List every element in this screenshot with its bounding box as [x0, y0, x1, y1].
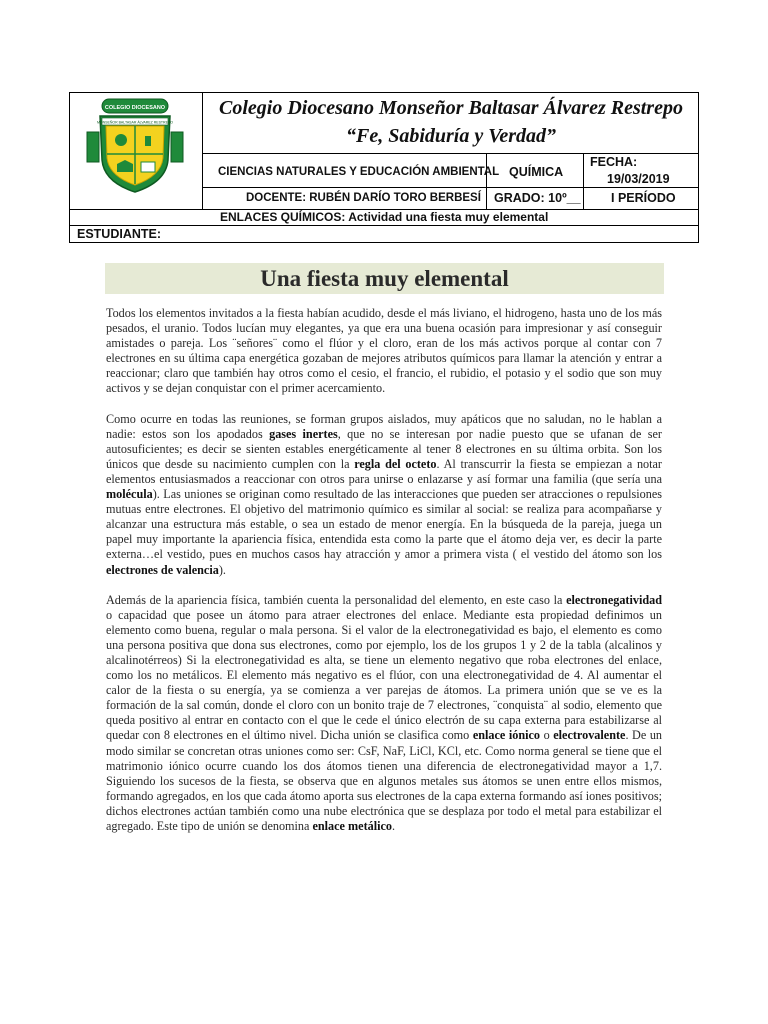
logo-text: COLEGIO DIOCESANO: [104, 105, 166, 111]
logo-banner-text: MONSEÑOR BALTASAR ÁLVAREZ RESTREPO: [97, 120, 173, 125]
paragraph-text: ).: [218, 562, 226, 577]
paragraph-text: .: [392, 819, 396, 833]
activity-title: ENLACES QUÍMICOS: Actividad una fiesta muy elemental: [220, 210, 549, 224]
paragraph-text: o capacidad que posee un átomo para atraer electrones del enlace. Mediante esta propiedad definimos un elemento como buena, regular o mala persona. Si el valor de la electronegatividad es bajo, el elemento es como una persona positiva que dona sus electrones, como por ejemplo, los de los grupos 1 y 2 de la tabla (alcalinos y alcalinotérreos) Si la electronegatividad es alta, se tiene un elemento negativo que roba electrones del enlace, como los no metálicos. El elemento más negativo es el flúor, con una electronegatividad de 4. Al aumentar el calor de la fiesta o su energía, ya se comienza a ver parejas de átomos. La primera unión que se ve es la formación de la sal común, donde el cloro con un bonito traje de 7 electrones, ¨conquista¨ al sodio, elemento que queda positivo al entrar en contacto con el que le cede el único electrón de su capa externa para estabilizarse al quedar con 8 electrones en el último nivel. Dicha unión se clasifica como: [106, 607, 662, 743]
document-header: [69, 92, 699, 243]
paragraph-text: . Al transcurrir la fiesta se empiezan a notar elementos entusiasmados a reaccionar con otros para unirse o enlazarse y así formar una familia (que sería una: [106, 456, 662, 486]
key-term: electrovalente: [553, 728, 626, 743]
paragraph-text: , que no se interesan por nadie puesto que se ufanan de ser autosuficientes; es decir se sienten estables energéticamente al tener 8 electrones en su última orbita. Son los únicos que desde su nacimiento cumplen con la: [106, 426, 662, 471]
body-paragraph: [106, 593, 662, 835]
key-term: electrones de valencia: [106, 562, 219, 577]
key-term: gases inertes: [269, 426, 338, 441]
page-title: Una fiesta muy elemental: [260, 266, 509, 291]
paragraph-text: Como ocurre en todas las reuniones, se forman grupos aislados, muy apáticos que no saludan, no le hablan a nadie: estos son los apodados: [106, 411, 662, 441]
key-term: regla del octeto: [354, 456, 437, 471]
paragraph-text: . De un modo similar se concretan otras uniones como ser: CsF, NaF, LiCl, KCl, etc. Como norma general se tiene que el matrimonio iónico ocurre cuando los dos átomos tienen una diferencia de electronegatividad mayor a 1,7. Siguiendo los sucesos de la fiesta, se observa que en algunos metales sus átomos se unen entre ellos mismos, formando agregados, en los que cada átomo aporta sus electrones de la capa externa formando así iones positivos; dichos electrones actúan también como una nube electrónica que se desplaza por todo el metal para estabilizar el agregado. Este tipo de unión se denomina: [106, 728, 663, 833]
date-label: FECHA:: [590, 155, 638, 169]
key-term: enlace iónico: [472, 728, 541, 743]
key-term: enlace metálico: [312, 819, 392, 833]
date-value: 19/03/2019: [607, 172, 670, 186]
key-term: electronegatividad: [566, 592, 662, 607]
article-body: [106, 306, 662, 849]
teacher-label: DOCENTE: RUBÉN DARÍO TORO BERBESÍ: [246, 192, 481, 204]
school-name: Colegio Diocesano Monseñor Baltasar Álvarez Restrepo: [219, 97, 683, 119]
school-crest-logo: [80, 96, 190, 196]
subject-label: QUÍMICA: [509, 165, 564, 179]
paragraph-text: Todos los elementos invitados a la fiesta habían acudido, desde el más liviano, el hidrogeno, hasta uno de los más pesados, el uranio. Todos lucían muy elegantes, ya que era una buena ocasión para impresionar y así conseguir amistades o pareja. Los ¨señores¨ como el flúor y el cloro, eran de los más activos porque al contar con 7 electrones en su última capa energética gozaban de mejores atributos químicos para llamar la atención y entrar a reaccionar; claro que también hay otros como el cesio, el francio, el rubidio, el potasio y el sodio que son muy activos y se dejan conquistar con el primer acercamiento.: [106, 306, 662, 396]
body-paragraph: [106, 306, 662, 397]
area-label: CIENCIAS NATURALES Y EDUCACIÓN AMBIENTAL: [218, 166, 500, 178]
key-term: molécula: [106, 487, 153, 502]
paragraph-text: o: [540, 728, 554, 743]
body-paragraph: [106, 412, 662, 578]
paragraph-text: ). Las uniones se originan como resultado de las interacciones que pueden ser atracciones o repulsiones mutuas entre electrones. El objetivo del matrimonio químico es similar al social: se realiza para acompañarse y alcanzar una estructura más estable, o sea un estado de menor energía. En la búsqueda de la pareja, juega un papel muy importante la apariencia física, entendida esta como la parte que el átomo deja ver, es decir la parte externa…el vestido, pues en muchos casos hay atracción y amor a primera vista ( el vestido del átomo son los: [106, 487, 662, 562]
period-label: I PERÍODO: [611, 191, 676, 205]
title-banner: [105, 263, 664, 294]
grade-label: GRADO: 10º__: [494, 191, 581, 205]
school-motto: “Fe, Sabiduría y Verdad”: [345, 125, 557, 147]
paragraph-text: Además de la apariencia física, también cuenta la personalidad del elemento, en este caso la: [106, 592, 567, 607]
student-label: ESTUDIANTE:: [77, 227, 162, 241]
